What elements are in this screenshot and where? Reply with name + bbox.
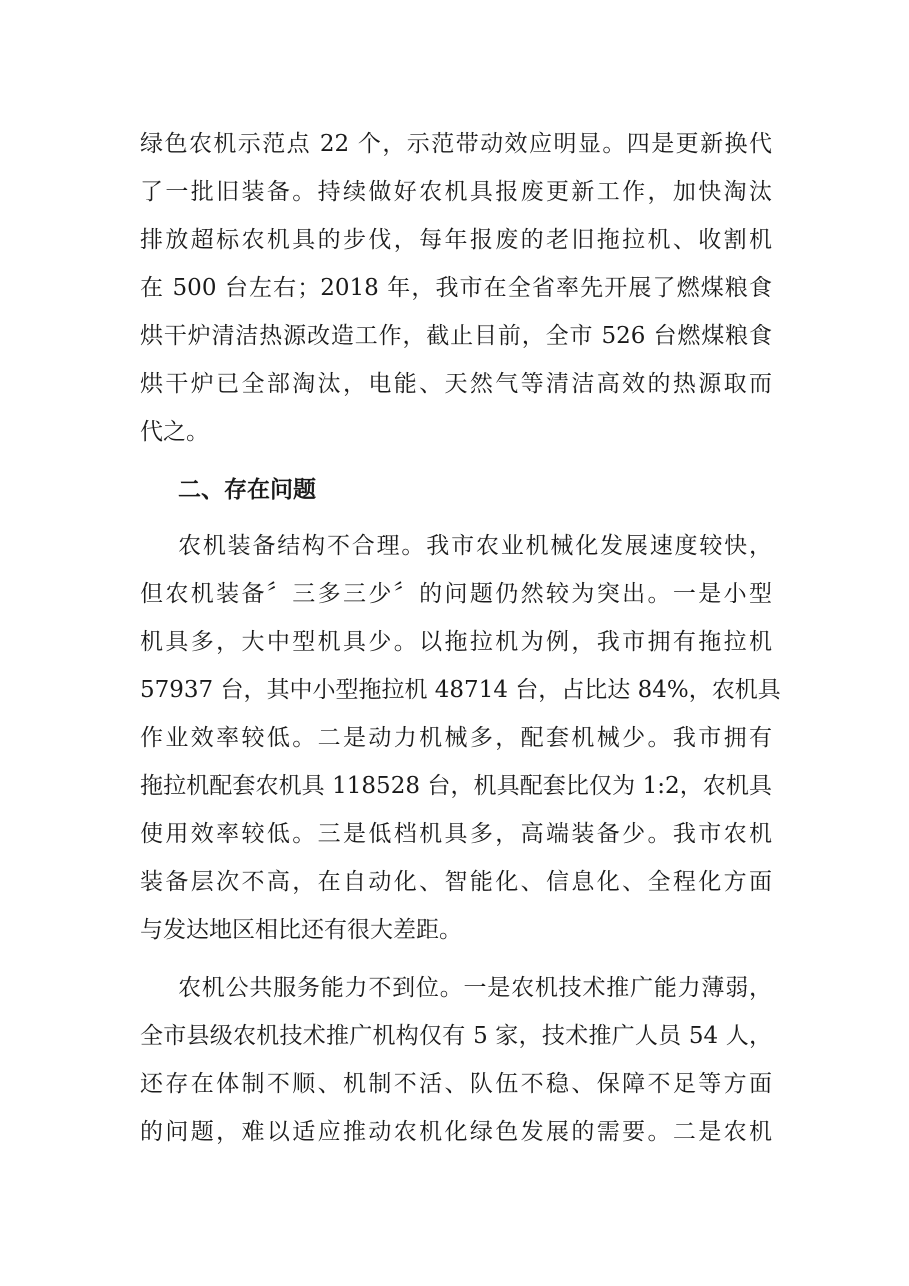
paragraph-line: 农机公共服务能力不到位。一是农机技术推广能力薄弱， <box>178 975 772 1001</box>
paragraph-line: 烘干炉清洁热源改造工作，截止目前，全市 526 台燃煤粮食 <box>140 323 772 349</box>
paragraph-line: 了一批旧装备。持续做好农机具报废更新工作，加快淘汰 <box>140 179 772 205</box>
paragraph-line: 与发达地区相比还有很大差距。 <box>140 917 462 943</box>
paragraph-line: 使用效率较低。三是低档机具多，高端装备少。我市农机 <box>140 821 772 847</box>
paragraph-line: 在 500 台左右；2018 年，我市在全省率先开展了燃煤粮食 <box>140 275 772 301</box>
paragraph-line: 代之。 <box>140 419 209 445</box>
paragraph-line: 农机装备结构不合理。我市农业机械化发展速度较快， <box>178 533 772 559</box>
paragraph-line: 拖拉机配套农机具 118528 台，机具配套比仅为 1:2，农机具 <box>140 773 772 799</box>
section-heading: 二、存在问题 <box>178 477 316 503</box>
paragraph-line: 装备层次不高，在自动化、智能化、信息化、全程化方面 <box>140 869 772 895</box>
paragraph-line: 但农机装备〞三多三少〞的问题仍然较为突出。一是小型 <box>140 581 772 607</box>
paragraph-line: 排放超标农机具的步伐，每年报废的老旧拖拉机、收割机 <box>140 227 772 253</box>
paragraph-line: 57937 台，其中小型拖拉机 48714 台，占比达 84%，农机具 <box>140 677 781 703</box>
paragraph-line: 绿色农机示范点 22 个，示范带动效应明显。四是更新换代 <box>140 131 772 157</box>
paragraph-line: 还存在体制不顺、机制不活、队伍不稳、保障不足等方面 <box>140 1071 772 1097</box>
paragraph-line: 全市县级农机技术推广机构仅有 5 家，技术推广人员 54 人， <box>140 1023 772 1049</box>
paragraph-line: 的问题，难以适应推动农机化绿色发展的需要。二是农机 <box>140 1119 772 1145</box>
paragraph-line: 烘干炉已全部淘汰，电能、天然气等清洁高效的热源取而 <box>140 371 772 397</box>
paragraph-line: 机具多，大中型机具少。以拖拉机为例，我市拥有拖拉机 <box>140 629 772 655</box>
paragraph-line: 作业效率较低。二是动力机械多，配套机械少。我市拥有 <box>140 725 772 751</box>
